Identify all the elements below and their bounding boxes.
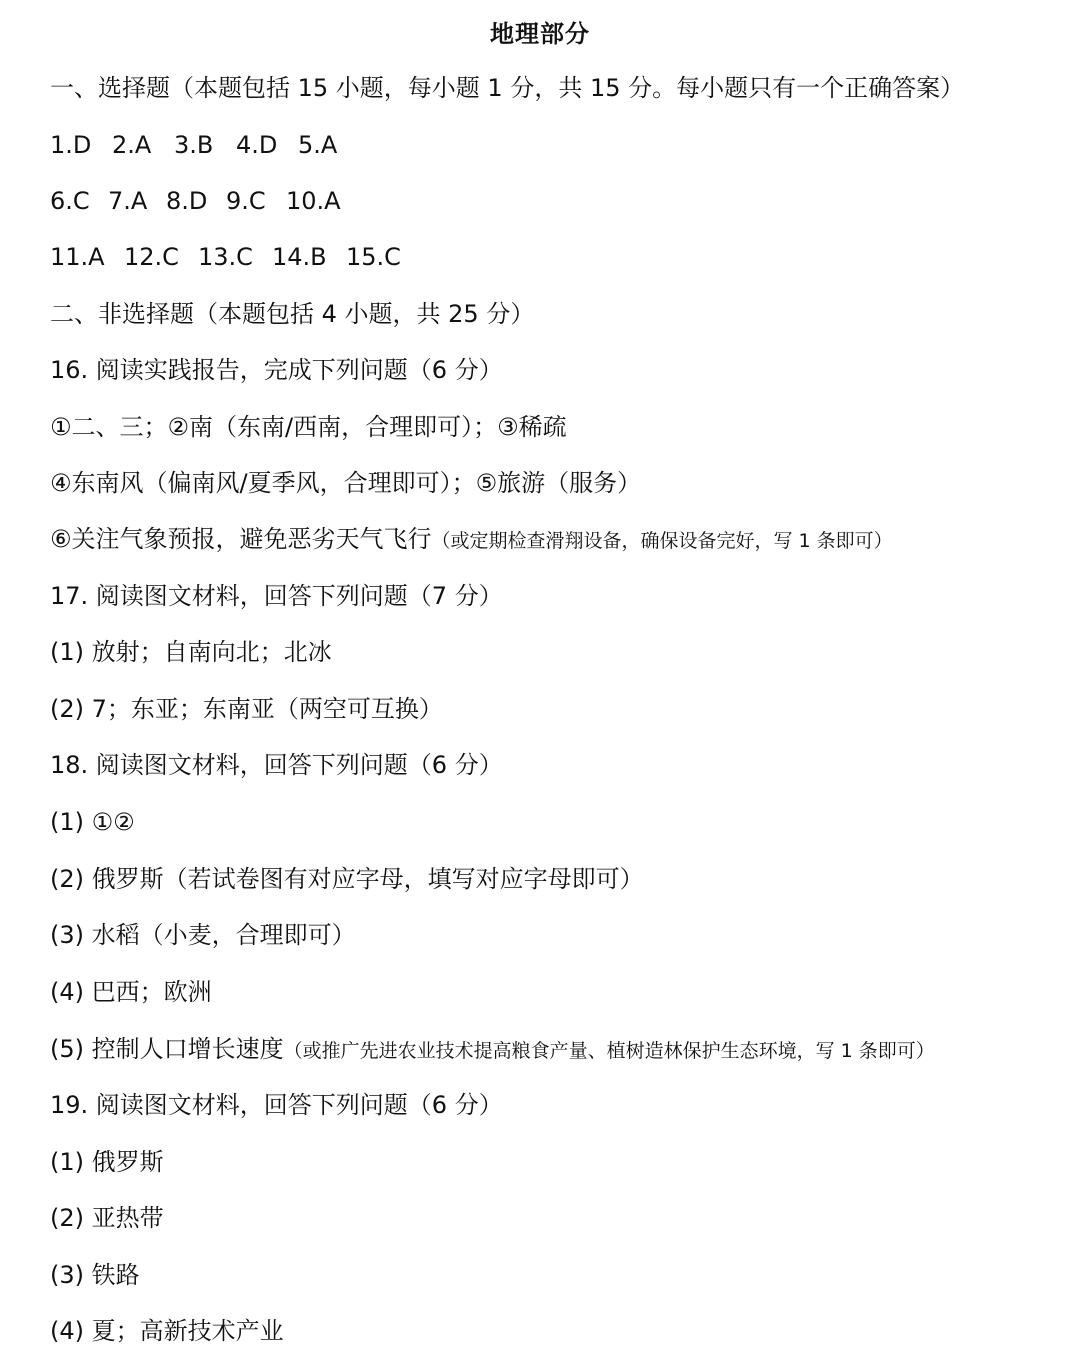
question-17-answer-2: (2) 7；东亚；东南亚（两空可互换） [50, 695, 443, 723]
question-19-answer-2: (2) 亚热带 [50, 1204, 164, 1232]
question-18-answer-2: (2) 俄罗斯（若试卷图有对应字母，填写对应字母即可） [50, 865, 644, 893]
answer-item: 4.D [236, 131, 278, 159]
answer-main: (5) 控制人口增长速度 [50, 1035, 284, 1063]
question-17-answer-1: (1) 放射；自南向北；北冰 [50, 638, 332, 666]
answer-item: 11.A [50, 243, 105, 271]
answer-item: 5.A [298, 131, 338, 159]
answer-row-1 [50, 127, 337, 163]
page-title: 地理部分 [490, 20, 590, 48]
answer-item: 2.A [112, 131, 152, 159]
question-19-heading: 19. 阅读图文材料，回答下列问题（6 分） [50, 1091, 503, 1119]
question-19-answer-1: (1) 俄罗斯 [50, 1148, 164, 1176]
answer-item: 14.B [272, 243, 327, 271]
question-16-answer-line: ①二、三；②南（东南/西南，合理即可）；③稀疏 [50, 413, 567, 441]
answer-item: 12.C [124, 243, 179, 271]
answer-item: 8.D [166, 187, 208, 215]
answer-note: （或定期检查滑翔设备，确保设备完好，写 1 条即可） [431, 530, 893, 552]
question-19-answer-3: (3) 铁路 [50, 1261, 140, 1289]
answer-item: 7.A [108, 187, 148, 215]
answer-item: 9.C [226, 187, 266, 215]
question-16-answer-line [50, 521, 893, 559]
answer-item: 3.B [174, 131, 214, 159]
answer-item: 15.C [346, 243, 401, 271]
question-16-heading: 16. 阅读实践报告，完成下列问题（6 分） [50, 356, 503, 384]
question-18-heading: 18. 阅读图文材料，回答下列问题（6 分） [50, 751, 503, 779]
question-19-answer-4: (4) 夏；高新技术产业 [50, 1317, 284, 1345]
answer-note: （或推广先进农业技术提高粮食产量、植树造林保护生态环境，写 1 条即可） [283, 1040, 935, 1062]
question-16-answer-line: ④东南风（偏南风/夏季风，合理即可）；⑤旅游（服务） [50, 469, 642, 497]
answer-item: 10.A [286, 187, 341, 215]
question-17-heading: 17. 阅读图文材料，回答下列问题（7 分） [50, 582, 503, 610]
answer-item: 1.D [50, 131, 92, 159]
answer-item: 6.C [50, 187, 90, 215]
answer-main: ⑥关注气象预报，避免恶劣天气飞行 [50, 525, 432, 553]
question-18-answer-5 [50, 1031, 935, 1069]
answer-item: 13.C [198, 243, 253, 271]
question-18-answer-4: (4) 巴西；欧洲 [50, 978, 212, 1006]
answer-row-3 [50, 239, 401, 275]
question-18-answer-1: (1) ①② [50, 808, 135, 836]
answer-row-2 [50, 183, 341, 219]
section-heading-non-multiple-choice: 二、非选择题（本题包括 4 小题，共 25 分） [50, 300, 535, 328]
question-18-answer-3: (3) 水稻（小麦，合理即可） [50, 921, 356, 949]
section-heading-multiple-choice: 一、选择题（本题包括 15 小题，每小题 1 分，共 15 分。每小题只有一个正确答案） [50, 74, 965, 102]
